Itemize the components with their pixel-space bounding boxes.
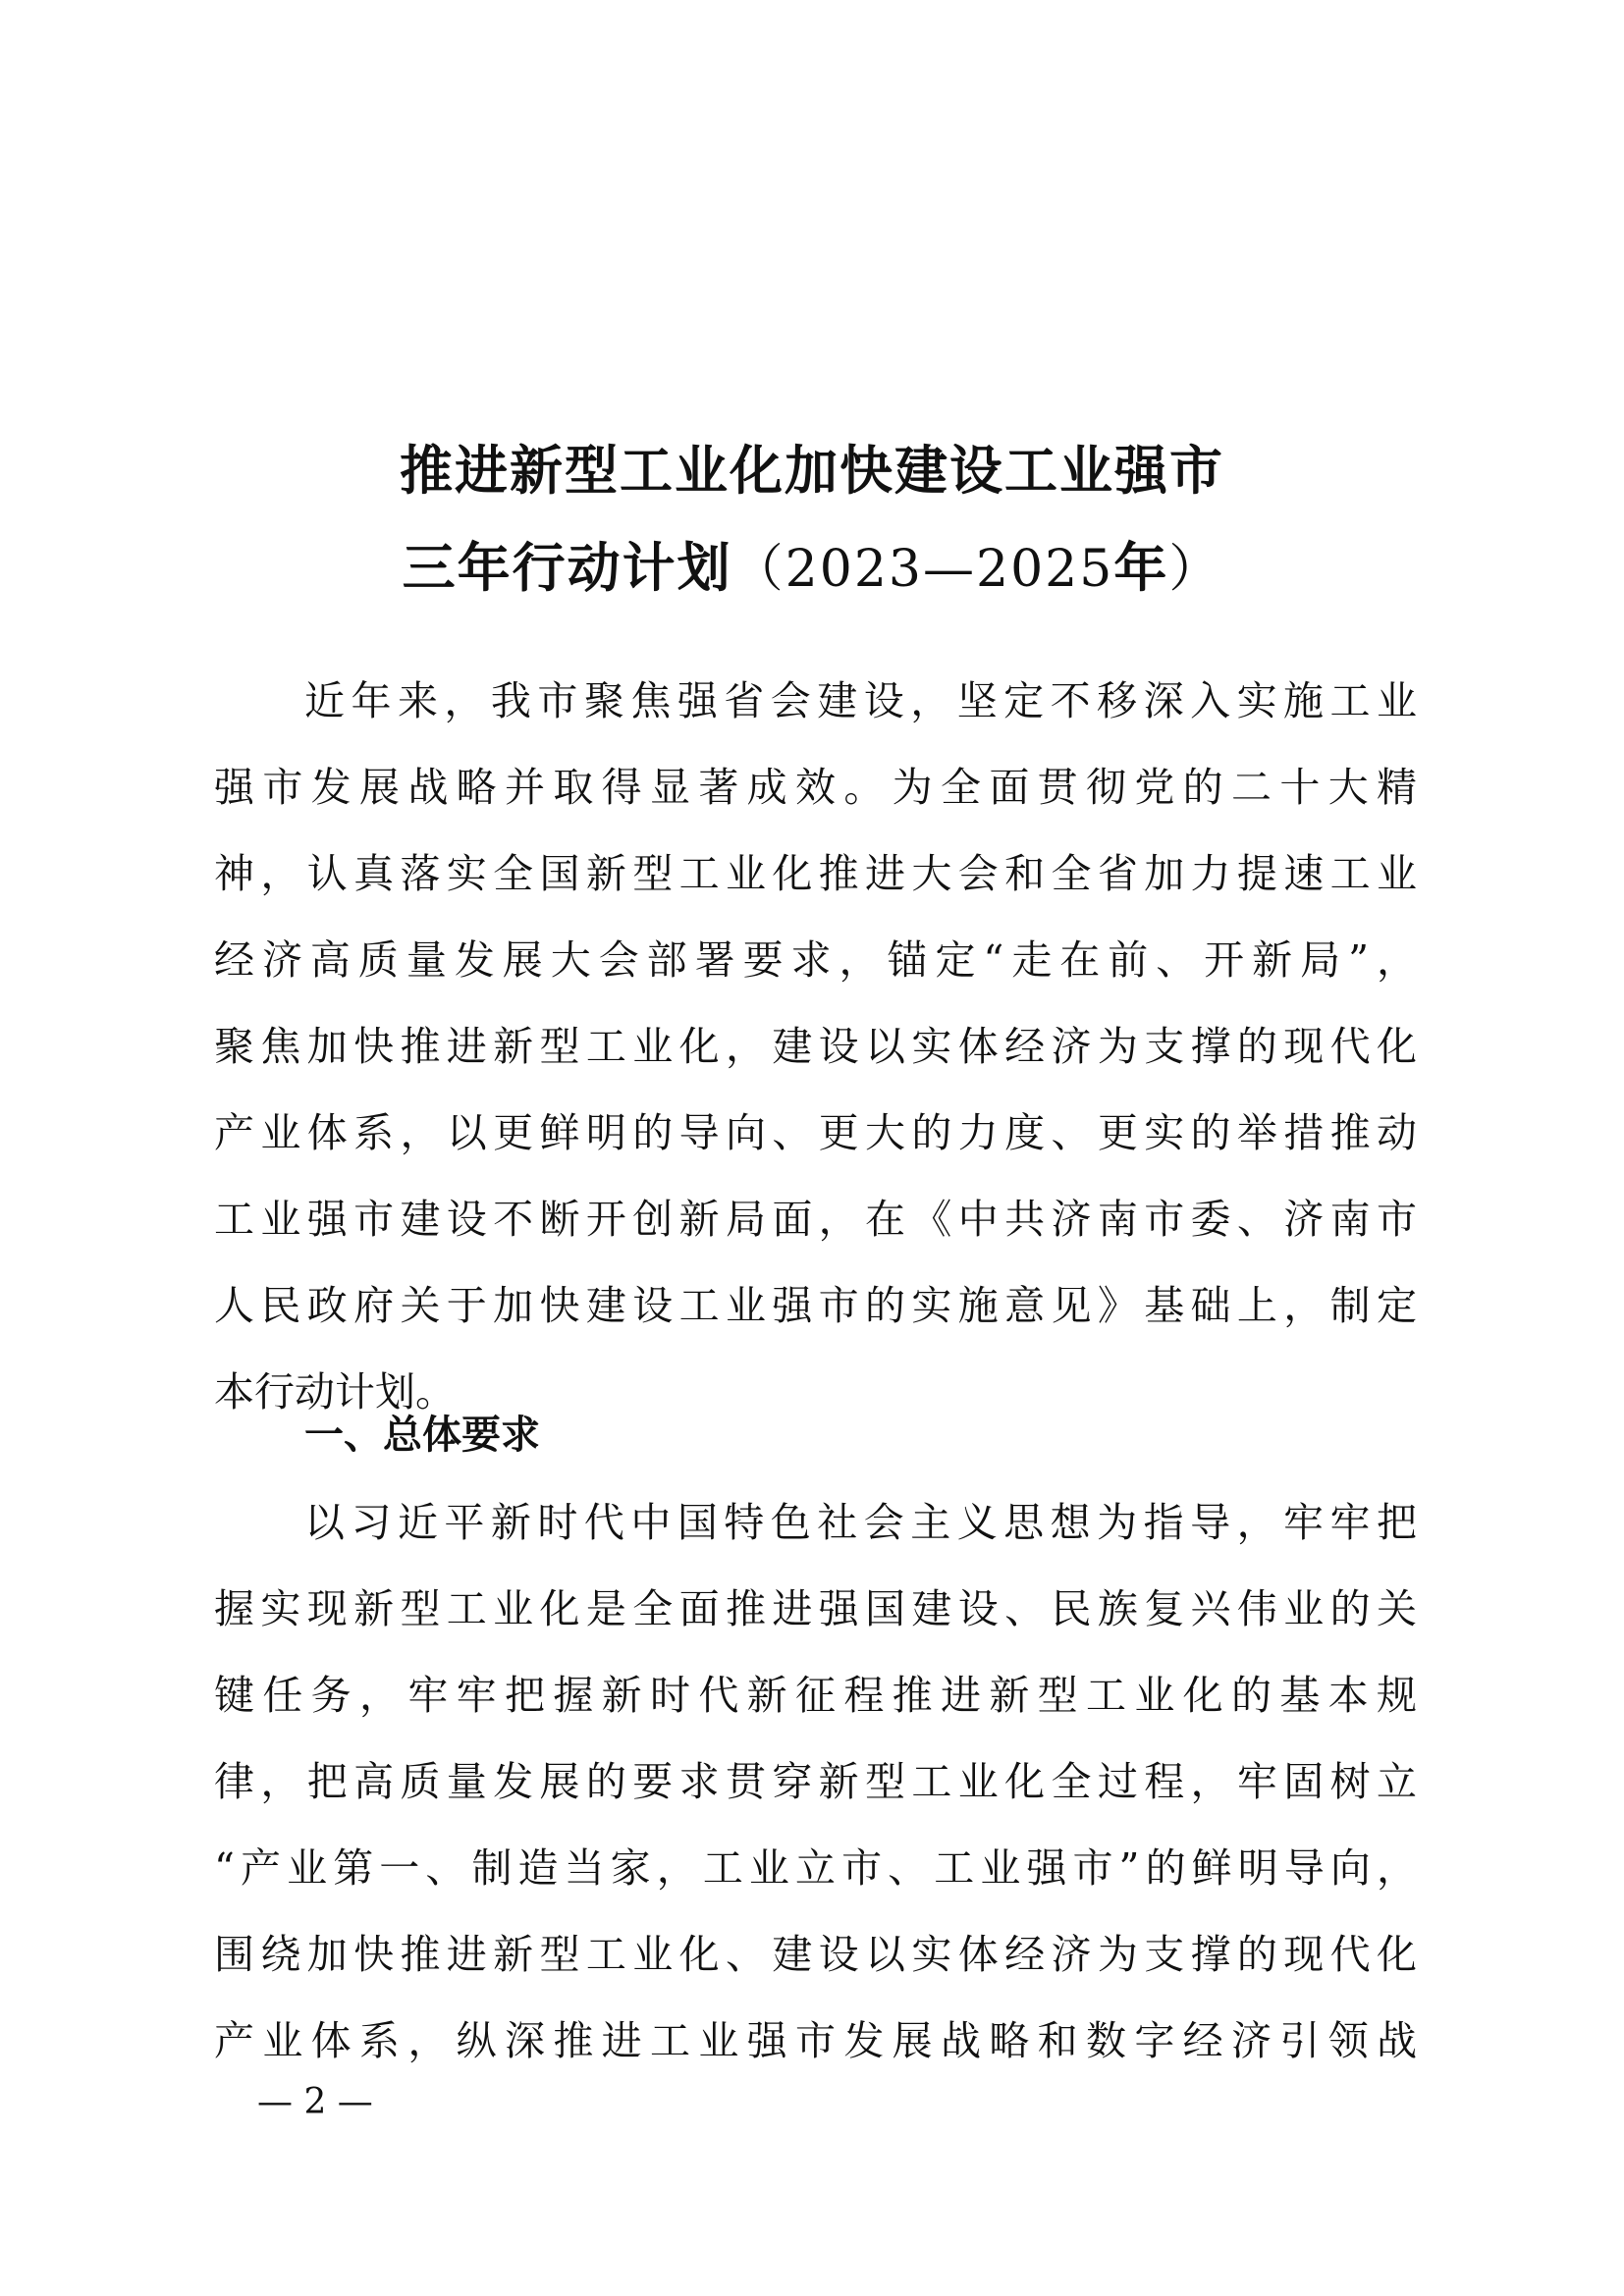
title-years: 2023—2025: [785, 540, 1114, 599]
title-paren-close: ）: [1168, 540, 1222, 599]
section-line: 围绕加快推进新型工业化、建设以实体经济为支撑的现代化: [214, 1931, 1417, 1978]
section-line: “产业第一、制造当家，工业立市、工业强市”的鲜明导向，: [214, 1844, 1417, 1892]
section-heading: 一、总体要求: [304, 1413, 540, 1458]
intro-line: 产业体系，以更鲜明的导向、更大的力度、更实的举措推动: [214, 1109, 1417, 1156]
section-line: 律，把高质量发展的要求贯穿新型工业化全过程，牢固树立: [214, 1758, 1417, 1805]
title-paren-open: （: [731, 540, 785, 599]
intro-line: 聚焦加快推进新型工业化，建设以实体经济为支撑的现代化: [214, 1023, 1417, 1070]
section-line: 以习近平新时代中国特色社会主义思想为指导，牢牢把: [304, 1499, 1417, 1546]
intro-line: 神，认真落实全国新型工业化推进大会和全省加力提速工业: [214, 850, 1417, 897]
intro-line: 经济高质量发展大会部署要求，锚定“走在前、开新局”，: [214, 936, 1417, 984]
intro-line: 近年来，我市聚焦强省会建设，坚定不移深入实施工业: [304, 677, 1417, 724]
intro-line: 人民政府关于加快建设工业强市的实施意见》基础上，制定: [214, 1282, 1417, 1329]
intro-line: 工业强市建设不断开创新局面，在《中共济南市委、济南市: [214, 1196, 1417, 1243]
title-main-text: 三年行动计划: [402, 537, 732, 599]
document-title-line-2: [0, 533, 1624, 605]
section-line: 键任务，牢牢把握新时代新征程推进新型工业化的基本规: [214, 1672, 1417, 1719]
document-title-line-1: 推进新型工业化加快建设工业强市: [400, 440, 1224, 502]
section-line: 握实现新型工业化是全面推进强国建设、民族复兴伟业的关: [214, 1585, 1417, 1632]
page-number: — 2 —: [257, 2082, 373, 2122]
section-line: 产业体系，纵深推进工业强市发展战略和数字经济引领战: [214, 2017, 1417, 2064]
title-year-char: 年: [1113, 537, 1169, 599]
intro-line: 强市发展战略并取得显著成效。为全面贯彻党的二十大精: [214, 764, 1417, 811]
intro-line: 本行动计划。: [214, 1368, 456, 1415]
